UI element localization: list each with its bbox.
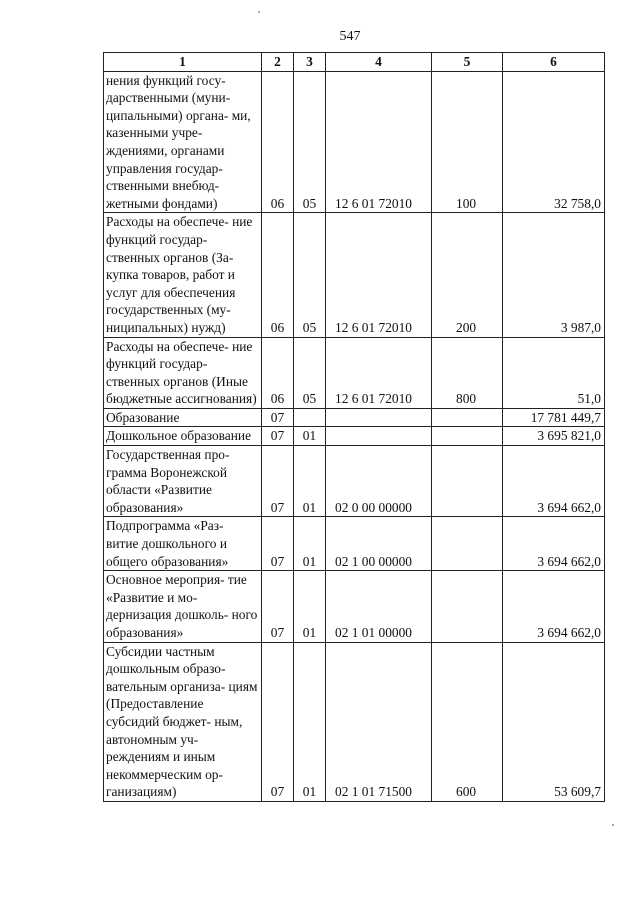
target-article-cell: [326, 408, 432, 427]
expense-type-cell: [432, 446, 503, 517]
page-number: 547: [339, 29, 361, 44]
scan-speck: [612, 824, 614, 826]
table-row: [104, 337, 605, 408]
expense-type-cell: 200: [432, 213, 503, 337]
section-code-cell: 07: [262, 427, 294, 446]
expense-type-cell: 800: [432, 337, 503, 408]
table-row: [104, 408, 605, 427]
row-name-cell: Расходы на обеспече- ние функций государ- ственных органов (Иные бюджетные ассигнования): [104, 337, 262, 408]
table-row: [104, 446, 605, 517]
expense-type-cell: [432, 408, 503, 427]
table-row: [104, 517, 605, 571]
expense-type-cell: 100: [432, 71, 503, 213]
table-row: [104, 71, 605, 213]
section-code-cell: 07: [262, 446, 294, 517]
row-name-cell: Образование: [104, 408, 262, 427]
row-name-cell: Расходы на обеспече- ние функций государ- ственных органов (За- купка товаров, работ и услуг для обеспечения государственных (му- ниципальных) нужд): [104, 213, 262, 337]
row-name-cell: Субсидии частным дошкольным образо- вательным организа- циям (Предоставление субсидий бюджет- ным, автономным уч- реждениям и иным некоммерческим ор- ганизациям): [104, 642, 262, 801]
table-row: [104, 213, 605, 337]
table-header-row: [104, 53, 605, 72]
header-cell: 2: [262, 53, 294, 72]
section-code-cell: 06: [262, 71, 294, 213]
scan-speck: [258, 11, 260, 13]
expense-type-cell: [432, 571, 503, 642]
amount-cell: 53 609,7: [503, 642, 605, 801]
target-article-cell: 02 1 01 71500: [326, 642, 432, 801]
header-cell: 3: [294, 53, 326, 72]
subsection-code-cell: 05: [294, 213, 326, 337]
amount-cell: 17 781 449,7: [503, 408, 605, 427]
amount-cell: 3 694 662,0: [503, 571, 605, 642]
row-name-cell: Дошкольное образование: [104, 427, 262, 446]
subsection-code-cell: 05: [294, 337, 326, 408]
expense-type-cell: [432, 517, 503, 571]
amount-cell: 32 758,0: [503, 71, 605, 213]
section-code-cell: 07: [262, 517, 294, 571]
header-cell: 1: [104, 53, 262, 72]
amount-cell: 3 987,0: [503, 213, 605, 337]
amount-cell: 51,0: [503, 337, 605, 408]
table-row: [104, 642, 605, 801]
subsection-code-cell: 01: [294, 427, 326, 446]
expense-type-cell: [432, 427, 503, 446]
amount-cell: 3 694 662,0: [503, 517, 605, 571]
target-article-cell: 12 6 01 72010: [326, 337, 432, 408]
budget-table: [103, 52, 605, 802]
target-article-cell: 02 0 00 00000: [326, 446, 432, 517]
subsection-code-cell: 05: [294, 71, 326, 213]
header-cell: 5: [432, 53, 503, 72]
expense-type-cell: 600: [432, 642, 503, 801]
subsection-code-cell: 01: [294, 571, 326, 642]
target-article-cell: 12 6 01 72010: [326, 213, 432, 337]
header-cell: 4: [326, 53, 432, 72]
amount-cell: 3 694 662,0: [503, 446, 605, 517]
section-code-cell: 06: [262, 337, 294, 408]
subsection-code-cell: 01: [294, 642, 326, 801]
section-code-cell: 06: [262, 213, 294, 337]
table-row: [104, 571, 605, 642]
section-code-cell: 07: [262, 408, 294, 427]
row-name-cell: Подпрограмма «Раз- витие дошкольного и общего образования»: [104, 517, 262, 571]
target-article-cell: 02 1 00 00000: [326, 517, 432, 571]
target-article-cell: [326, 427, 432, 446]
section-code-cell: 07: [262, 642, 294, 801]
target-article-cell: 12 6 01 72010: [326, 71, 432, 213]
amount-cell: 3 695 821,0: [503, 427, 605, 446]
subsection-code-cell: 01: [294, 446, 326, 517]
row-name-cell: Основное мероприя- тие «Развитие и мо- дернизация дошколь- ного образования»: [104, 571, 262, 642]
table-row: [104, 427, 605, 446]
row-name-cell: нения функций госу- дарственными (муни- ципальными) органа- ми, казенными учре- ждениями, органами управления государ- ственными внебюд- жетными фондами): [104, 71, 262, 213]
row-name-cell: Государственная про- грамма Воронежской области «Развитие образования»: [104, 446, 262, 517]
subsection-code-cell: [294, 408, 326, 427]
subsection-code-cell: 01: [294, 517, 326, 571]
header-cell: 6: [503, 53, 605, 72]
target-article-cell: 02 1 01 00000: [326, 571, 432, 642]
section-code-cell: 07: [262, 571, 294, 642]
